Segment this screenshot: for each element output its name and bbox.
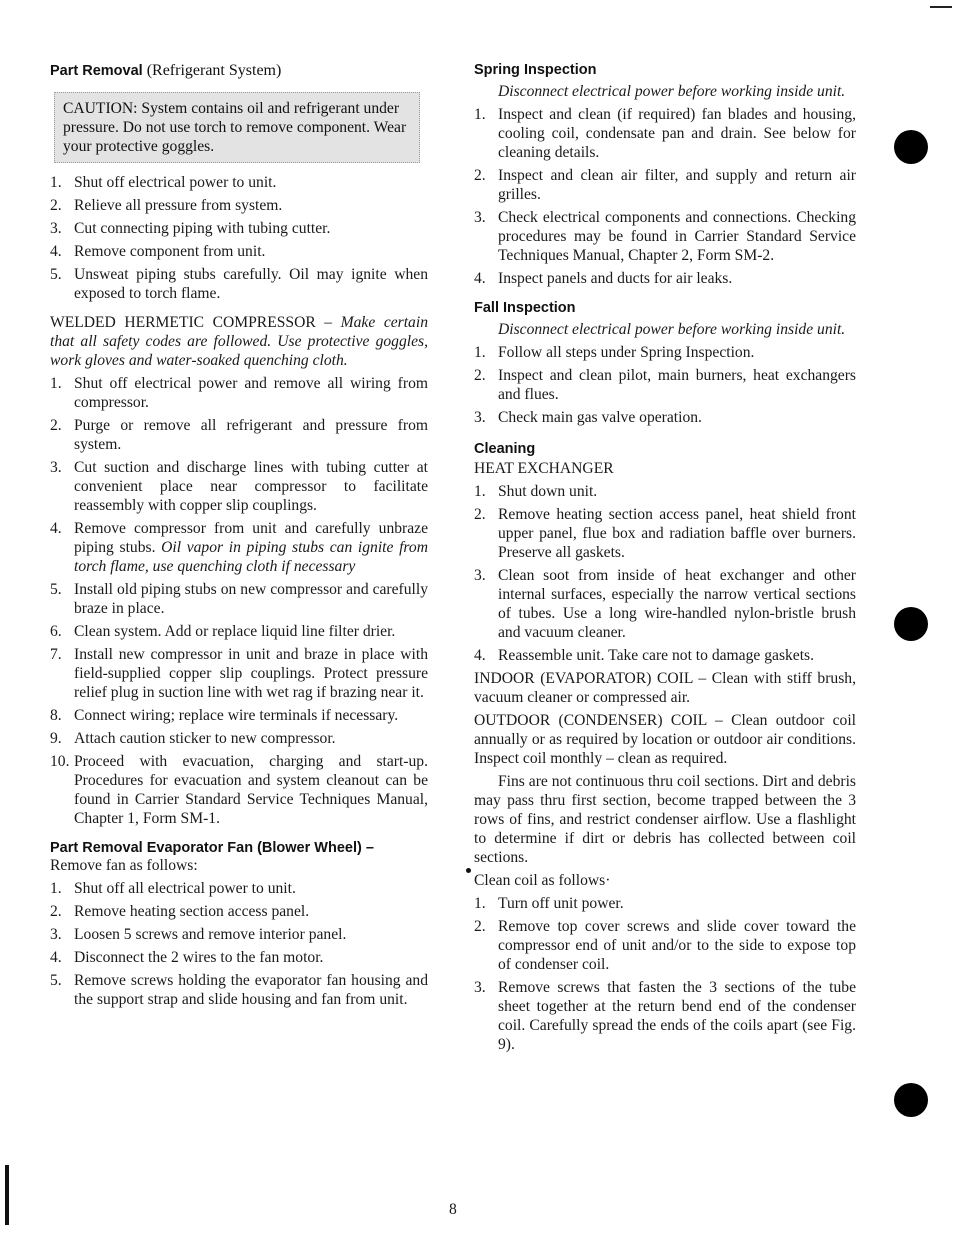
item-text: Purge or remove all refrigerant and pressure from system. [74, 417, 428, 453]
item-number: 3. [474, 567, 486, 584]
list-item [50, 458, 428, 515]
list-item [50, 242, 428, 261]
coil-steps [474, 894, 856, 1054]
list-item [50, 971, 428, 1009]
item-number: 2. [474, 506, 486, 523]
item-text: Inspect and clean (if required) fan blades and housing, cooling coil, condensate pan and drain. See below for cleaning details. [498, 106, 856, 161]
item-number: 1. [474, 106, 486, 123]
item-text: Inspect and clean air filter, and supply and return air grilles. [498, 167, 856, 203]
item-text: Loosen 5 screws and remove interior panel. [74, 926, 347, 943]
list-item [50, 173, 428, 192]
list-item [50, 729, 428, 748]
item-text: Cut suction and discharge lines with tubing cutter at convenient place near compressor to facilitate reassembly with copper slip couplings. [74, 459, 428, 514]
item-number: 5. [50, 266, 62, 283]
list-item [474, 566, 856, 642]
item-number: 2. [474, 918, 486, 935]
list-item [50, 519, 428, 576]
list-item [474, 343, 856, 362]
item-number: 10. [50, 753, 70, 770]
binding-mark [5, 1165, 9, 1225]
list-item [474, 646, 856, 665]
item-number: 6. [50, 623, 62, 640]
caution-box: CAUTION: System contains oil and refrigerant under pressure. Do not use torch to remove component. Wear your protective goggles. [54, 92, 420, 163]
item-italic-note: Oil vapor in piping stubs can ignite from torch flame, use quenching cloth if necessary [74, 539, 428, 575]
margin-bullet-3 [894, 1083, 928, 1117]
left-column [50, 62, 428, 1013]
list-item [474, 166, 856, 204]
item-number: 2. [474, 367, 486, 384]
item-number: 9. [50, 730, 62, 747]
list-item [50, 219, 428, 238]
item-text: Shut off electrical power to unit. [74, 174, 277, 191]
fall-steps [474, 343, 856, 427]
item-number: 3. [50, 220, 62, 237]
list-item [474, 505, 856, 562]
heat-exchanger-label: HEAT EXCHANGER [474, 460, 614, 477]
item-number: 5. [50, 972, 62, 989]
item-text: Shut off electrical power and remove all wiring from compressor. [74, 375, 428, 411]
list-item [474, 482, 856, 501]
item-number: 4. [474, 647, 486, 664]
right-column [474, 62, 856, 1058]
item-text: Relieve all pressure from system. [74, 197, 283, 214]
list-item [474, 105, 856, 162]
item-text: Remove heating section access panel. [74, 903, 310, 920]
clean-coil-intro: Clean coil as follows· [474, 872, 611, 889]
item-text: Remove screws that fasten the 3 sections of the tube sheet together at the return bend end of the condenser coil. Carefully spread the ends of the coils apart (see Fig. 9). [498, 979, 856, 1053]
item-text: Clean soot from inside of heat exchanger and other internal surfaces, especially the narrow vertical sections of tubes. Use a long wire-handled nylon-bristle brush and vacuum cleaner. [498, 567, 856, 641]
item-text: Remove component from unit. [74, 243, 266, 260]
list-item [474, 208, 856, 265]
spring-note: Disconnect electrical power before working inside unit. [498, 83, 846, 100]
fall-heading: Fall Inspection [474, 300, 576, 316]
item-number: 2. [474, 167, 486, 184]
heat-exchanger-steps [474, 482, 856, 665]
compressor-steps [50, 374, 428, 828]
item-number: 7. [50, 646, 62, 663]
item-number: 2. [50, 417, 62, 434]
margin-bullet-2 [894, 607, 928, 641]
list-item [474, 894, 856, 913]
list-item [50, 622, 428, 641]
item-text: Clean system. Add or replace liquid line filter drier. [74, 623, 396, 640]
margin-dot [466, 868, 471, 873]
cleaning-heading: Cleaning [474, 441, 536, 457]
list-item [50, 752, 428, 828]
item-text: Proceed with evacuation, charging and start-up. Procedures for evacuation and system cleanout can be found in Carrier Standard Service Techniques Manual, Chapter 1, Form SM-1. [74, 753, 428, 827]
item-text: Cut connecting piping with tubing cutter. [74, 220, 331, 237]
item-text: Shut down unit. [498, 483, 598, 500]
top-edge-mark [930, 6, 952, 8]
item-number: 1. [474, 483, 486, 500]
fan-steps [50, 879, 428, 1009]
item-text: Shut off all electrical power to unit. [74, 880, 296, 897]
item-text: Inspect and clean pilot, main burners, heat exchangers and flues. [498, 367, 856, 403]
item-text: Check main gas valve operation. [498, 409, 702, 426]
item-text: Remove screws holding the evaporator fan housing and the support strap and slide housing and fan from unit. [74, 972, 428, 1008]
item-number: 4. [50, 949, 62, 966]
item-number: 5. [50, 581, 62, 598]
list-item [50, 265, 428, 303]
fan-intro: Remove fan as follows: [50, 857, 198, 874]
item-text: Install old piping stubs on new compressor and carefully braze in place. [74, 581, 428, 617]
item-number: 2. [50, 197, 62, 214]
item-text: Follow all steps under Spring Inspection. [498, 344, 755, 361]
item-number: 1. [50, 174, 62, 191]
margin-bullet-1 [894, 130, 928, 164]
list-item [50, 416, 428, 454]
outdoor-coil-paragraph: OUTDOOR (CONDENSER) COIL – Clean outdoor coil annually or as required by location or outdoor air conditions. Inspect coil monthly – clean as required. [474, 712, 856, 767]
item-text: Turn off unit power. [498, 895, 624, 912]
item-number: 8. [50, 707, 62, 724]
item-number: 4. [50, 520, 62, 537]
list-item [50, 374, 428, 412]
item-number: 2. [50, 903, 62, 920]
list-item [474, 917, 856, 974]
item-text: Inspect panels and ducts for air leaks. [498, 270, 733, 287]
list-item [474, 408, 856, 427]
item-number: 3. [50, 459, 62, 476]
item-number: 3. [474, 979, 486, 996]
item-text: Install new compressor in unit and braze in place with field-supplied copper slip couplings. Protect pressure relief plug in suction line with wet rag if brazing near it. [74, 646, 428, 701]
item-text: Disconnect the 2 wires to the fan motor. [74, 949, 324, 966]
item-text: Remove top cover screws and slide cover toward the compressor end of unit and/or to the side to expose top of condenser coil. [498, 918, 856, 973]
item-number: 1. [474, 344, 486, 361]
item-number: 1. [50, 375, 62, 392]
list-item [50, 706, 428, 725]
item-number: 1. [474, 895, 486, 912]
item-number: 4. [50, 243, 62, 260]
spring-steps [474, 105, 856, 288]
page-number: 8 [449, 1201, 457, 1218]
item-text: Connect wiring; replace wire terminals if necessary. [74, 707, 399, 724]
list-item [50, 196, 428, 215]
item-number: 1. [50, 880, 62, 897]
list-item [474, 978, 856, 1054]
list-item [50, 925, 428, 944]
list-item [50, 948, 428, 967]
item-text: Check electrical components and connections. Checking procedures may be found in Carrier Standard Service Techniques Manual, Chapter 2, Form SM-2. [498, 209, 856, 264]
list-item [50, 879, 428, 898]
indoor-coil-paragraph: INDOOR (EVAPORATOR) COIL – Clean with stiff brush, vacuum cleaner or compressed air. [474, 670, 856, 706]
item-number: 3. [474, 209, 486, 226]
item-number: 3. [474, 409, 486, 426]
item-text: Remove heating section access panel, heat shield front upper panel, flue box and radiation baffle over burners. Preserve all gaskets. [498, 506, 856, 561]
list-item [50, 580, 428, 618]
fan-heading: Part Removal Evaporator Fan (Blower Wheel) – [50, 840, 374, 856]
item-text: Unsweat piping stubs carefully. Oil may ignite when exposed to torch flame. [74, 266, 428, 302]
list-item [50, 902, 428, 921]
refrigerant-steps [50, 173, 428, 303]
item-number: 4. [474, 270, 486, 287]
list-item [474, 269, 856, 288]
fins-paragraph: Fins are not continuous thru coil sections. Dirt and debris may pass thru first section, become trapped between the 3 rows of fins, and restrict condenser airflow. Use a flashlight to determine if dirt or debris has collected between coil sections. [474, 773, 856, 866]
part-removal-heading: Part Removal (Refrigerant System) [50, 62, 282, 79]
item-text: Attach caution sticker to new compressor. [74, 730, 336, 747]
item-text: Remove compressor from unit and carefully unbraze piping stubs. [74, 520, 428, 556]
list-item [474, 366, 856, 404]
compressor-paragraph: WELDED HERMETIC COMPRESSOR – Make certain that all safety codes are followed. Use protective goggles, work gloves and water-soaked quenching cloth. [50, 314, 428, 369]
fall-note: Disconnect electrical power before working inside unit. [498, 321, 846, 338]
spring-heading: Spring Inspection [474, 62, 597, 78]
item-number: 3. [50, 926, 62, 943]
list-item [50, 645, 428, 702]
item-text: Reassemble unit. Take care not to damage gaskets. [498, 647, 815, 664]
